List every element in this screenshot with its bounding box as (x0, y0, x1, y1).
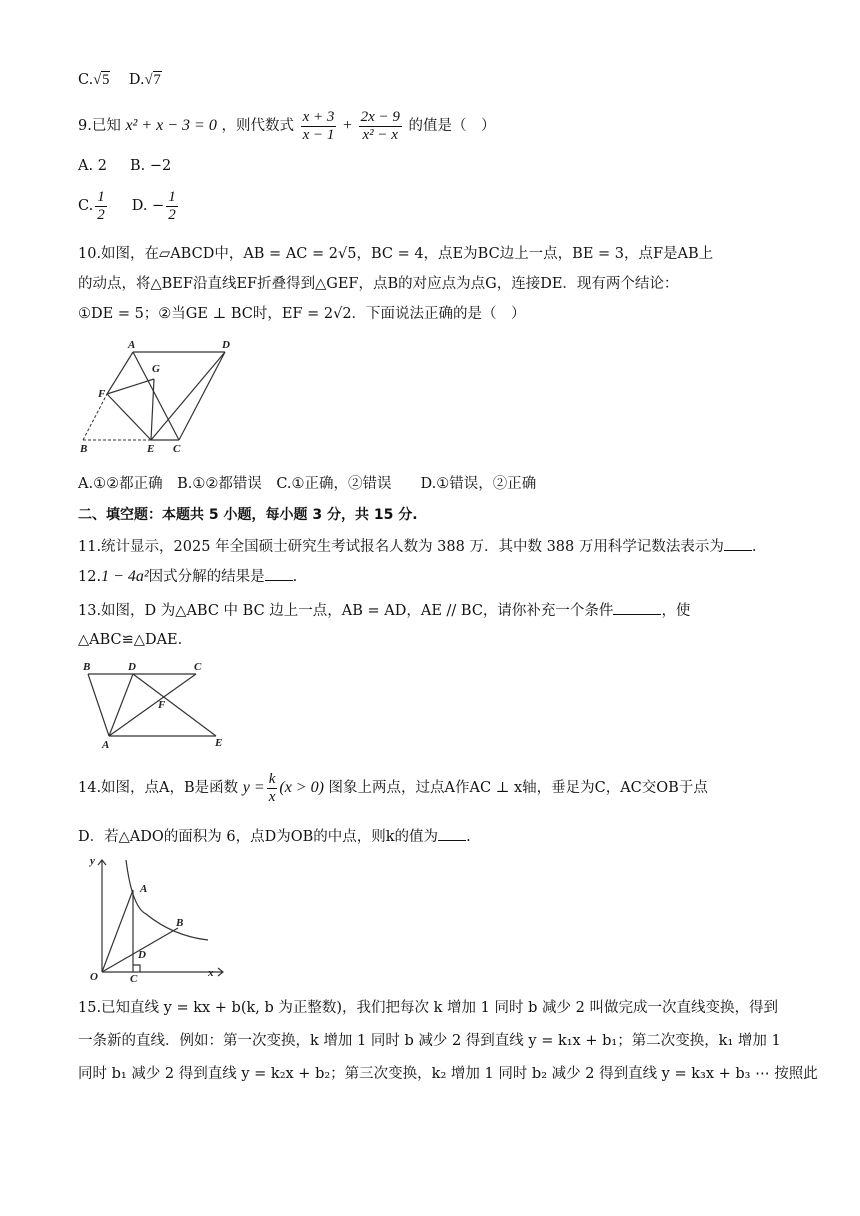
q14-figure (78, 852, 228, 982)
q13-label-d: D (128, 661, 136, 673)
q13-text-end: ，使 (661, 603, 691, 619)
q13-line-2: △ABC≌△DAE． (78, 632, 193, 648)
q14-period: . (466, 829, 471, 845)
q8-option-c-label: C. (78, 72, 94, 88)
q10-label-e: E (147, 443, 155, 455)
q10-figure (78, 334, 248, 456)
q14-function-fraction: $\frac{k}{x}$ (268, 770, 276, 805)
q10-label-c: C (173, 443, 181, 455)
q14-label-x: x (208, 967, 214, 979)
q10-label-f: F (98, 388, 106, 400)
q14-function-condition: (x > 0) (279, 779, 324, 796)
q13-label-a: A (102, 739, 110, 750)
q10-label-g: G (152, 363, 160, 375)
q13-line-1 (78, 600, 690, 621)
q10-line-3: ①DE = 5；②当GE ⊥ BC时，EF = 2√2．下面说法正确的是（ ） (78, 306, 526, 322)
q13-label-e: E (215, 737, 223, 749)
q12 (78, 566, 297, 587)
q11-text: 11.统计显示，2025 年全国硕士研究生考试报名人数为 388 万．其中数 388 万用科学记数法表示为 (78, 539, 724, 555)
q14-answer-blank[interactable] (438, 826, 466, 841)
q12-answer-blank[interactable] (265, 566, 293, 581)
q9-suffix: 的值是（ ） (408, 118, 496, 134)
q8-option-d-label: D. (128, 72, 145, 88)
q9-option-d-fraction: $\frac{1}{2}$ (168, 188, 176, 223)
q13-figure (78, 658, 228, 750)
q14-text-b: 图象上两点，过点A作AC ⊥ x轴，垂足为C，AC交OB于点 (328, 780, 708, 796)
q14-function-y: y = (242, 779, 265, 796)
q11-period: . (751, 539, 757, 555)
q11-answer-blank[interactable] (724, 536, 752, 551)
q10-line-1: 10.如图，在▱ABCD中，AB = AC = 2√5，BC = 4，点E为BC边上一点，BE = 3，点F是AB上 (78, 246, 714, 262)
q14-text-a: 14.如图，点A，B是函数 (78, 780, 239, 796)
q10-label-a: A (128, 339, 136, 351)
q10-line-2: 的动点，将△BEF沿直线EF折叠得到△GEF，点B的对应点为点G，连接DE．现有两个结论： (78, 276, 679, 292)
q8-option-c-value: √5 (93, 72, 110, 88)
q14-label-b: B (176, 917, 184, 929)
q12-text: 因式分解的结果是 (148, 569, 265, 585)
q13-text: 13.如图，D 为△ABC 中 BC 边上一点，AB = AD，AE // BC，请你补充一个条件 (78, 603, 614, 619)
q9-stem (78, 106, 495, 146)
q13-answer-blank[interactable] (613, 600, 661, 615)
q9-fraction-2: $\frac{2x - 9}{\text{x² − x}}$ (360, 108, 400, 143)
q9-fraction-1: $\frac{x + 3}{x - 1}$ (302, 108, 335, 143)
q15-line-1: 15.已知直线 y = kx + b(k, b 为正整数)，我们把每次 k 增加 1 同时 b 减少 2 叫做完成一次直线变换，得到 (78, 1000, 778, 1016)
q9-option-b: B. −2 (129, 158, 172, 174)
q14-label-o: O (90, 971, 98, 982)
q9-equation: x² + x − 3 = 0 (125, 117, 217, 134)
q13-label-b: B (83, 661, 91, 673)
q14-label-y: y (90, 855, 95, 867)
q8-option-d-value: √7 (144, 72, 161, 88)
q9-option-a: A. 2 (78, 158, 107, 174)
q10-label-d: D (222, 339, 230, 351)
q13-label-f: F (158, 699, 166, 711)
q9-option-d-label: D. − (131, 198, 165, 214)
q14-label-c: C (130, 973, 138, 982)
q9-plus: + (342, 117, 352, 134)
q12-period: . (292, 569, 298, 585)
q15-line-3: 同时 b₁ 减少 2 得到直线 y = k₂x + b₂；第三次变换，k₂ 增加 1 同时 b₂ 减少 2 得到直线 y = k₃x + b₃ ⋯ 按照此 (78, 1066, 818, 1082)
q15-line-2: 一条新的直线．例如：第一次变换，k 增加 1 同时 b 减少 2 得到直线 y = k₁x + b₁；第二次变换，k₁ 增加 1 (78, 1033, 781, 1049)
q9-options-cd (78, 186, 180, 226)
q14-line-2 (78, 826, 471, 847)
q8-options (78, 70, 162, 90)
q10-options: A.①②都正确 B.①②都错误 C.①正确，②错误 D.①错误，②正确 (78, 476, 537, 492)
q9-options-ab (78, 156, 171, 176)
q9-option-c-fraction: $\frac{1}{2}$ (97, 188, 105, 223)
q13-label-c: C (194, 661, 202, 673)
q14-label-d: D (138, 949, 146, 961)
q9-prefix: 9.已知 (78, 118, 121, 134)
q12-prefix: 12. (78, 569, 102, 585)
section-2-heading: 二、填空题：本题共 5 小题，每小题 3 分，共 15 分. (78, 507, 418, 523)
q14-line-1 (78, 768, 708, 808)
q10-label-b: B (80, 443, 88, 455)
q9-mid-text: ，则代数式 (221, 118, 294, 134)
q14-text-2: D．若△ADO的面积为 6，点D为OB的中点，则k的值为 (78, 829, 439, 845)
q12-expression: 1 − 4a² (101, 568, 149, 585)
q9-option-c-label: C. (78, 198, 94, 214)
q11 (78, 536, 756, 557)
q14-hyperbola (126, 860, 208, 940)
q14-label-a: A (140, 883, 148, 895)
